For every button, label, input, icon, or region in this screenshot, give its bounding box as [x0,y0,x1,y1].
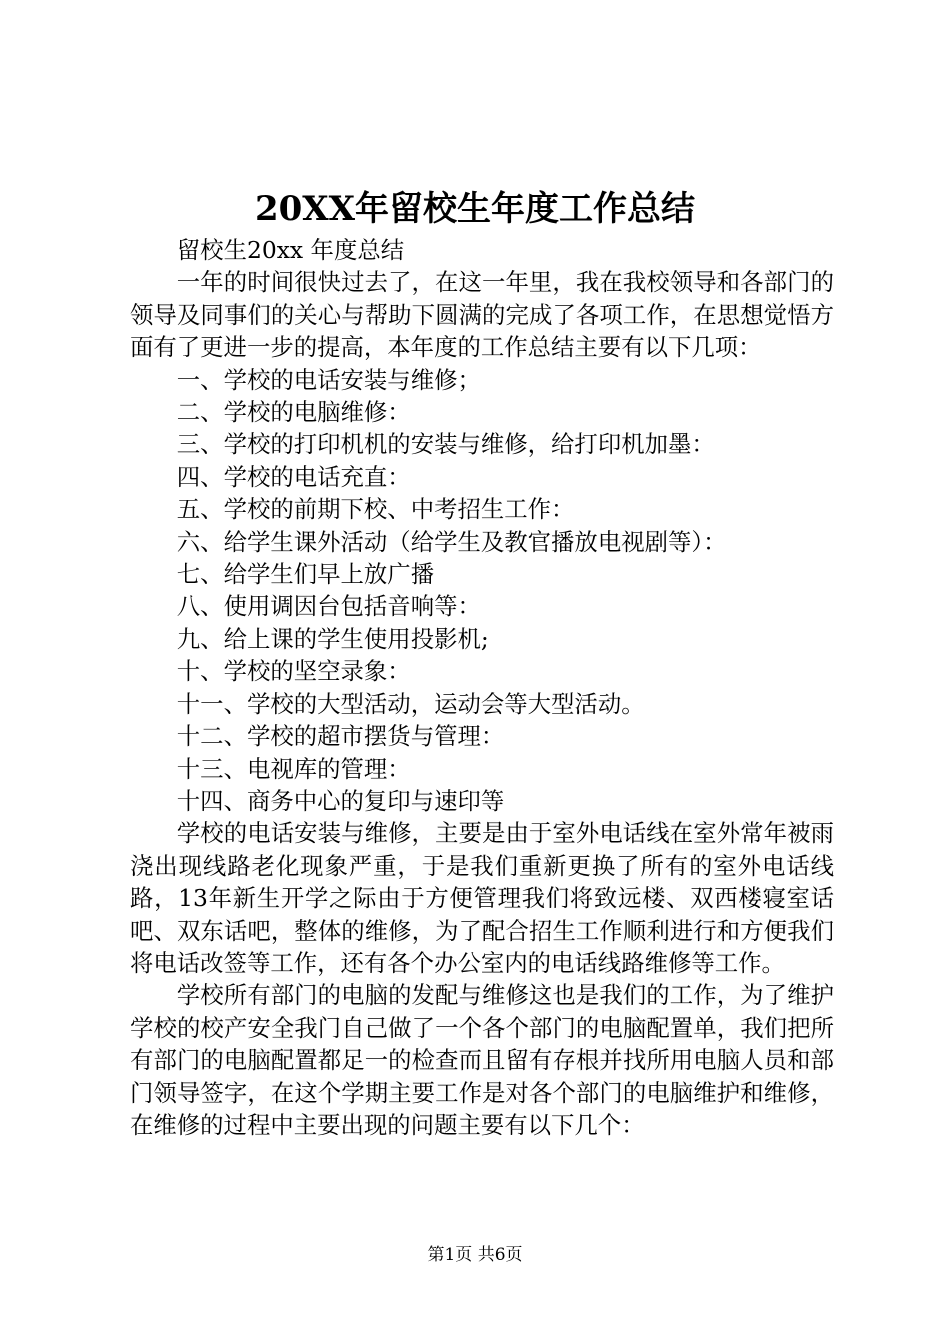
list-item: 八、使用调因台包括音响等： [176,592,481,621]
list-item: 十、学校的坚空录象： [176,657,411,686]
list-item: 十二、学校的超市摆货与管理： [176,722,505,751]
list-item: 九、给上课的学生使用投影机; [176,624,489,653]
list-item: 一、学校的电话安装与维修； [176,365,481,394]
list-item: 七、给学生们早上放广播 [176,560,435,589]
paragraph: 学校所有部门的电脑的发配与维修这也是我们的工作，为了维护学校的校产安全我门自己做了一个各个部门的电脑配置单，我们把所有部门的电脑配置都足一的检查而且留有存根并找所用电脑人员和部门领导签字，在这个学期主要工作是对各个部门的电脑维护和维修，在维修的过程中主要出现的问题主要有以下几个： [130,981,834,1139]
list-item: 二、学校的电脑维修： [176,398,411,427]
paragraph: 一年的时间很快过去了，在这一年里，我在我校领导和各部门的领导及同事们的关心与帮助下圆满的完成了各项工作，在思想觉悟方面有了更进一步的提高，本年度的工作总结主要有以下几项： [130,268,834,362]
list-item: 三、学校的打印机机的安装与维修，给打印机加墨： [176,430,715,459]
list-item: 六、给学生课外活动（给学生及教官播放电视剧等）： [176,527,727,556]
document-title: 20XX年留校生年度工作总结 [254,189,696,229]
document-body [130,234,834,1141]
paragraph: 留校生20xx 年度总结 [176,236,405,264]
list-item: 十四、商务中心的复印与速印等 [176,786,505,815]
page-number-footer: 第1页 共6页 [427,1245,523,1265]
list-item: 十一、学校的大型活动，运动会等大型活动。 [176,689,645,718]
list-item: 五、学校的前期下校、中考招生工作： [176,495,575,524]
list-item: 四、学校的电话充直： [176,462,411,491]
list-item: 十三、电视库的管理： [176,754,411,783]
paragraph: 学校的电话安装与维修，主要是由于室外电话线在室外常年被雨浇出现线路老化现象严重，于是我们重新更换了所有的室外电话线路，13年新生开学之际由于方便管理我们将致远楼、双西楼寝室话吧、双东话吧，整体的维修，为了配合招生工作顺利进行和方便我们将电话改签等工作，还有各个办公室内的电话线路维修等工作。 [130,819,834,977]
